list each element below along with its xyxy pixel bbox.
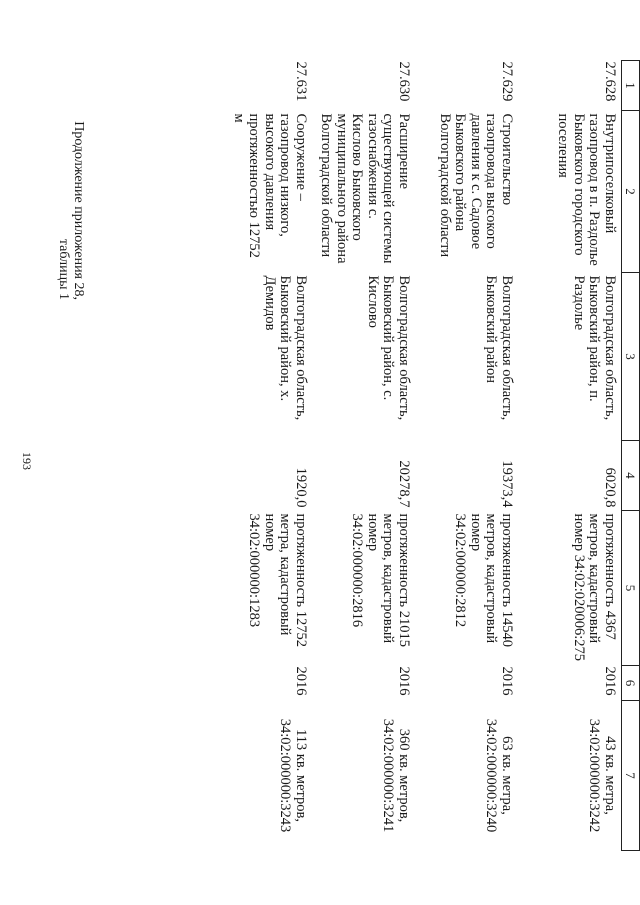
row-number: 27.631 xyxy=(293,61,309,102)
object-location: Волгоградская область, Быковский район xyxy=(483,275,515,421)
object-year: 2016 xyxy=(293,666,309,696)
col-header-6: 6 xyxy=(622,666,640,701)
object-year: 2016 xyxy=(499,666,515,696)
object-area: 1920,0 xyxy=(293,467,309,508)
object-name: Расширение существующей системы газоснабжения с. Кислово Быковского муниципального района Волгоградской области xyxy=(318,113,412,264)
object-year: 2016 xyxy=(602,666,618,696)
table-row xyxy=(518,61,622,851)
object-year: 2016 xyxy=(396,666,412,696)
object-area: 20278,7 xyxy=(396,460,412,508)
object-note: 360 кв. метров, 34:02:000000:3241 xyxy=(380,718,412,833)
caption-line-1: Продолжение приложения 28, xyxy=(71,121,86,300)
table-row xyxy=(312,61,415,851)
row-number: 27.630 xyxy=(396,61,412,102)
rotated-table-container xyxy=(115,60,640,850)
data-table xyxy=(209,60,640,851)
table-row xyxy=(415,61,518,851)
object-note: 63 кв. метра, 34:02:000000:3240 xyxy=(483,718,515,833)
row-number: 27.629 xyxy=(499,61,515,102)
col-header-1: 1 xyxy=(622,61,640,111)
table-caption xyxy=(56,90,86,300)
object-location: Волгоградская область, Быковский район, с. Кислово xyxy=(365,275,412,421)
object-note: 43 кв. метра, 34:02:000000:3242 xyxy=(586,718,618,833)
object-note: 113 кв. метров, 34:02:000000:3243 xyxy=(277,718,309,833)
caption-line-2: таблицы 1 xyxy=(56,238,71,300)
object-spec: протяженность 14540 метров, кадастровый номер 34:02:000000:2812 xyxy=(452,513,515,648)
object-name: Внутрипоселковый газопровод в п. Раздолье Быковского городского поселения xyxy=(555,113,618,266)
col-header-4: 4 xyxy=(622,441,640,511)
object-name: Сооружение – газопровод низкого, высокого давления протяженностью 12752 м xyxy=(231,113,309,258)
row-number: 27.628 xyxy=(602,61,618,102)
header-row xyxy=(622,61,640,851)
table-row xyxy=(209,61,312,851)
object-location: Волгоградская область, Быковский район, х. Демидов xyxy=(262,275,309,421)
object-name: Строительство газопровода высокого давления к с. Садовое Быковского района Волгоградской области xyxy=(437,113,515,258)
object-location: Волгоградская область, Быковский район, п. Раздолье xyxy=(571,275,618,421)
object-spec: протяженность 4367 метров, кадастровый номер 34:02:020006:275 xyxy=(571,513,618,662)
col-header-2: 2 xyxy=(622,111,640,273)
object-spec: протяженность 12752 метра, кадастровый номер 34:02:000000:1283 xyxy=(246,513,309,648)
object-spec: протяженность 21015 метров, кадастровый номер 34:02:000000:2816 xyxy=(349,513,412,648)
col-header-3: 3 xyxy=(622,273,640,441)
object-area: 6020,8 xyxy=(602,467,618,508)
page-number: 193 xyxy=(20,452,34,470)
object-area: 19373,4 xyxy=(499,460,515,508)
col-header-7: 7 xyxy=(622,701,640,851)
col-header-5: 5 xyxy=(622,511,640,666)
